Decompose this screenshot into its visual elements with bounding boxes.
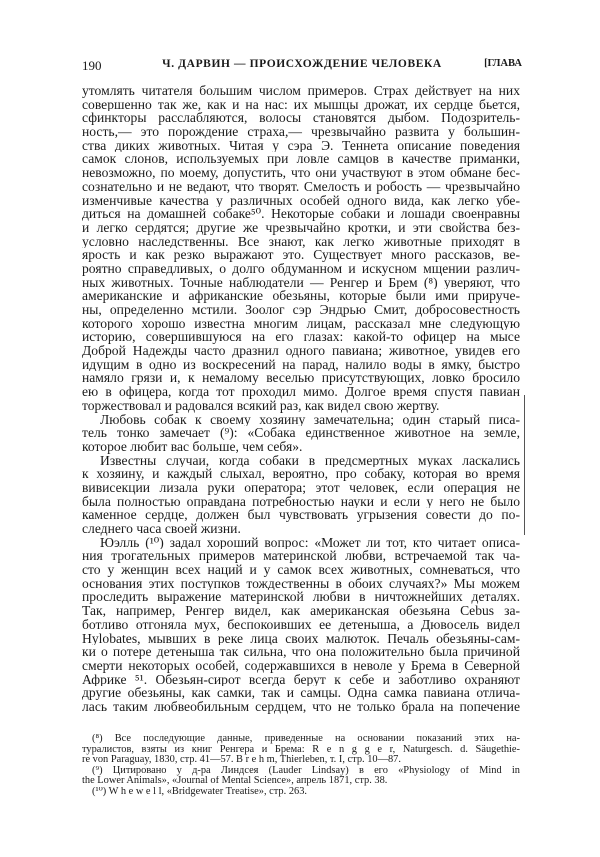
page-number: 190 [82,58,102,73]
text-line: условно наследственны. Все знают, как легко животные приходят в [82,234,520,249]
text-line: роятно справедливых, о долго обдуманном и искусном мщении различ- [82,261,520,276]
footnote-line: re von Paraguay, 1830, стр. 41—57. B r e h m, Thierleben, т. I, стр. 10—87. [82,755,401,766]
text-line: следнего часа своей жизни. [82,522,241,536]
text-line: Любовь собак к своему хозяину замечательна; один старый писа- [100,412,520,427]
text-line: сто у женщин всех наций и у самок всех животных, сомневаться, что [82,563,520,577]
text-line: и легко сердятся; другие же чрезвычайно кротки, и эти свойства без- [82,220,520,235]
text-line: изменчивые качества у различных особей одного вида, как легко убе- [82,193,520,208]
text-line: была полностью оправдана потребностью науки и если у него не было [82,494,520,509]
footnote-line: туралистов, взяты из книг Ренгера и Брема: R e n g g e r, Naturgesch. d. Säugethie- [82,744,520,755]
text-line: основания этих поступков тождественны в обоих случаях?» Мы можем [82,576,520,591]
text-line: американские и африканские обезьяны, которые были ими прируче- [82,289,520,303]
text-line: намяло грязи и, к немалому веселью присутствующих, ловко бросило [82,371,520,386]
footnote-line: (¹⁰) W h e w e l l, «Bridgewater Treatise», стр. 263. [92,786,308,797]
text-line: Известны случаи, когда собаки в предсмертных муках ласкались [100,453,520,468]
text-line: ки о потере детеныша так сильна, что она положительно была причиной [82,645,520,659]
footnote-line: the Lower Animals», «Journal of Mental Science», апрель 1871, стр. 38. [82,776,388,787]
text-line: Так, например, Ренгер видел, как американская обезьяна Cebus за- [82,604,520,618]
scan-margin-line [524,395,525,535]
text-line: диться на домашней собаке⁵⁰. Некоторые собаки и лошади своенравны [82,207,520,221]
text-line: проследить выражение материнской любви в ничтожнейших деталях. [82,590,520,605]
text-line: идущим в одно из воскресений на парад, налило воды в ямку, быстро [82,357,520,372]
text-line: ность,— это порождение страха,— чрезвычайно развита у большин- [82,125,520,139]
body-text [82,84,520,714]
text-line: торжествовал и радовался всякий раз, как видел свою жертву. [82,398,440,413]
text-line: ния трогательных примеров материнской любви, встречаемой так ча- [82,549,520,564]
text-line: утомлять читателя большим числом примеров. Страх действует на них [82,84,520,98]
running-title: Ч. ДАРВИН — ПРОИСХОЖДЕНИЕ ЧЕЛОВЕКА [162,58,442,70]
footnote-line: (⁹) Цитировано у д-ра Линдсея (Lauder Lindsay) в его «Physiology of Mind in [92,765,520,776]
text-line: историю, совершившуюся на его глазах: какой-то офицер на мысе [82,330,520,345]
text-line: самок слонов, используемых при ловле самцов в качестве приманки, [82,152,520,167]
chapter-label: [ГЛАВА [484,58,522,69]
text-line: ботливо отгоняла мух, беспокоивших ее детеныша, а Дювосель видел [82,617,520,632]
text-line: сфинкторы расслабляются, волосы становятся дыбом. Подозритель- [82,111,520,126]
text-line: ею в офицера, когда тот проходил мимо. Долгое время спустя павиан [82,385,520,399]
text-line: ства диких животных. Читая у сэра Э. Теннета описание поведения [82,138,520,153]
text-line: Доброй Надежды часто дразнил одного павиана; животное, увидев его [82,344,520,358]
text-line: сознательно и не ведают, что творят. Смелость и робость — чрезвычайно [82,179,520,194]
text-line: Африке ⁵¹. Обезьян-сирот всегда берут к себе и заботливо охраняют [82,672,520,687]
text-line: ны, определенно мстили. Зоолог сэр Эндрью Смит, добросовестность [82,303,520,317]
text-line: смерти некоторых особей, содержавшихся в неволе у Брема в Северной [82,658,520,673]
text-line: Hylobates, мывших в реке лица своих малюток. Печаль обезьяны-сам- [82,631,520,646]
text-line: лась таким любвеобильным сердцем, что не только брала на попечение [82,699,520,714]
text-line: другие обезьяны, как самки, так и самцы. Одна самка павиана отлича- [82,686,520,700]
text-line: совершенно так же, как и на нас: их мышцы дрожат, их сердце бьется, [82,97,520,112]
footnote-line: (⁸) Все последующие данные, приведенные на основании показаний этих на- [92,734,520,744]
text-line: ных животных. Точные наблюдатели — Ренгер и Брем (⁸) уверяют, что [82,275,520,290]
text-line: которое любит вас больше, чем себя». [82,439,303,454]
text-line: Юэлль (¹⁰) задал хороший вопрос: «Может ли тот, кто читает описа- [100,535,520,550]
text-line: ярость и как резко выражают это. Существует много рассказов, ве- [82,248,520,262]
text-line: каменное сердце, должен был чувствовать угрызения совести до по- [82,508,520,522]
running-header [82,58,522,74]
text-line: вивисекции лизала руки оператора; этот человек, если операция не [82,480,520,495]
text-line: к хозяину, и каждый слыхал, вероятно, про собаку, которая во время [82,467,520,481]
footnotes [82,734,520,798]
text-line: которого хорошо известна многим лицам, рассказал мне следующую [82,316,520,331]
text-line: невозможно, по моему, допустить, что они участвуют в этом обмане бес- [82,166,520,180]
text-line: тель тонко замечает (⁹): «Собака единственное животное на земле, [82,426,520,440]
